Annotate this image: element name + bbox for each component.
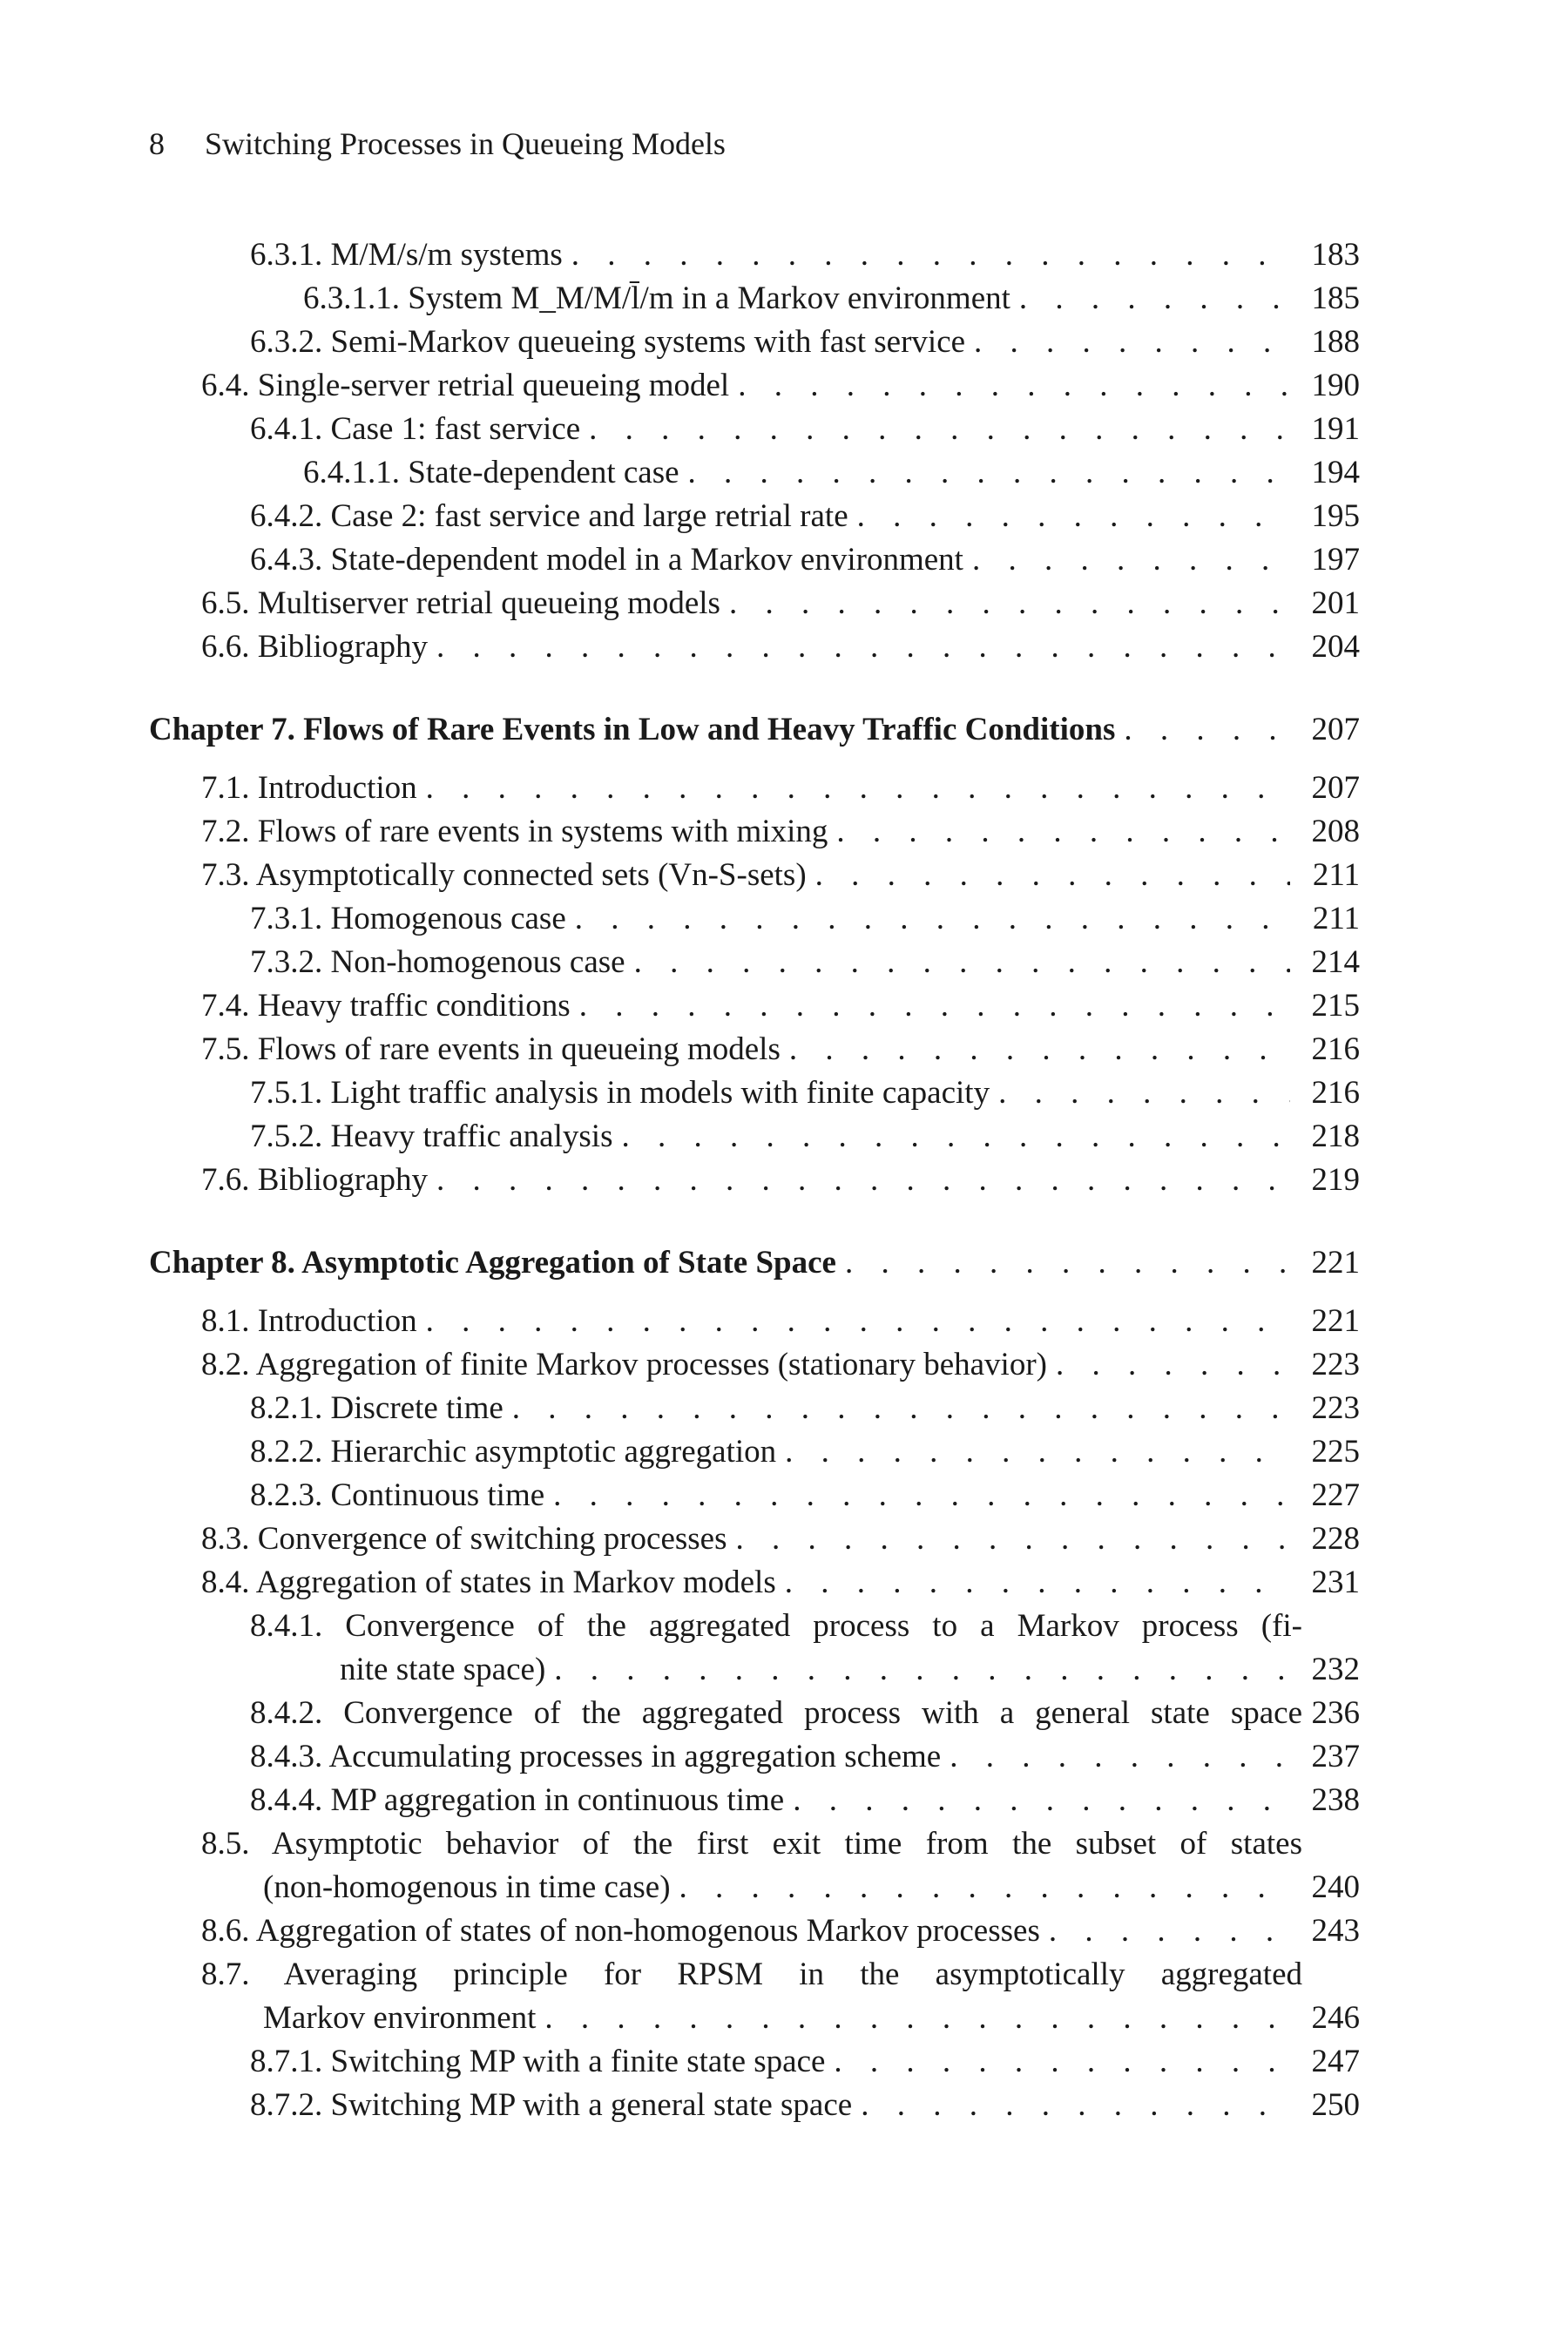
toc-page-number: 250 — [1311, 2087, 1360, 2123]
toc-page-number: 194 — [1311, 455, 1360, 490]
toc-page-number: 240 — [1311, 1869, 1360, 1905]
toc-page-number: 185 — [1311, 280, 1360, 316]
toc-entry[interactable]: 6.4.2. Case 2: fast service and large retrial rate . . . 195 — [250, 495, 1302, 538]
toc-page-number: 216 — [1311, 1075, 1360, 1111]
toc-page-number: 221 — [1311, 1245, 1360, 1281]
toc-entry[interactable]: 6.6. Bibliography . . . 204 — [201, 625, 1302, 669]
toc-page-number: 208 — [1311, 814, 1360, 849]
toc-page-number: 223 — [1311, 1347, 1360, 1382]
toc-page-number: 219 — [1311, 1162, 1360, 1198]
toc-entry[interactable]: 8.4.2. Convergence of the aggregated process with a general state space 236 — [250, 1692, 1302, 1735]
toc-page-number: 231 — [1311, 1565, 1360, 1600]
dot-leader — [736, 1517, 1290, 1561]
toc-entry[interactable]: 7.1. Introduction . . . 207 — [201, 767, 1302, 810]
dot-leader — [553, 1474, 1290, 1517]
dot-leader — [688, 451, 1290, 495]
dot-leader — [972, 538, 1290, 582]
dot-leader — [589, 408, 1290, 451]
toc-page-number: 236 — [1311, 1695, 1360, 1731]
toc-entry[interactable]: 7.5. Flows of rare events in queueing models . . . 216 — [201, 1028, 1302, 1071]
toc-page-number: 223 — [1311, 1390, 1360, 1426]
toc-page-number: 191 — [1311, 411, 1360, 447]
toc-page-number: 228 — [1311, 1521, 1360, 1557]
toc-entry[interactable]: 6.4. Single-server retrial queueing model . . . 190 — [201, 364, 1302, 408]
toc-entry[interactable]: 8.2. Aggregation of finite Markov processes (stationary behavior) . . . 223 — [201, 1343, 1302, 1387]
toc-page-number: 215 — [1311, 988, 1360, 1024]
toc-page-number: 225 — [1311, 1434, 1360, 1470]
toc-entry[interactable]: 7.4. Heavy traffic conditions . . . 215 — [201, 984, 1302, 1028]
toc-entry[interactable]: 8.4.4. MP aggregation in continuous time . . . 238 — [250, 1779, 1302, 1822]
dot-leader — [738, 364, 1290, 408]
toc-chapter-entry[interactable]: Chapter 7. Flows of Rare Events in Low and Heavy Traffic Conditions . . . 207 — [149, 708, 1302, 752]
toc-entry[interactable]: 6.4.3. State-dependent model in a Markov environment . . . 197 — [250, 538, 1302, 582]
dot-leader — [1124, 708, 1290, 752]
dot-leader — [621, 1115, 1290, 1159]
dot-leader — [426, 767, 1290, 810]
dot-leader — [998, 1071, 1290, 1115]
toc-page-number: 204 — [1311, 629, 1360, 665]
toc-entry-continuation[interactable]: (non-homogenous in time case) . . . 240 — [263, 1866, 1302, 1909]
toc-page-number: 214 — [1311, 944, 1360, 980]
toc-entry-first-line[interactable]: 8.7. Averaging principle for RPSM in the asymptotically aggregated — [201, 1957, 1302, 1992]
toc-entry[interactable]: 7.2. Flows of rare events in systems with mixing . . . 208 — [201, 810, 1302, 854]
dot-leader — [1056, 1343, 1290, 1387]
toc-page-number: 247 — [1311, 2044, 1360, 2079]
toc-entry[interactable]: 8.2.3. Continuous time . . . 227 — [250, 1474, 1302, 1517]
toc-entry[interactable]: 8.7.1. Switching MP with a finite state space . . . 247 — [250, 2040, 1302, 2084]
toc-entry[interactable]: 8.6. Aggregation of states of non-homogenous Markov processes . . . 243 — [201, 1909, 1302, 1953]
toc-page-number: 243 — [1311, 1913, 1360, 1949]
toc-entry[interactable]: 8.4.3. Accumulating processes in aggregation scheme . . . 237 — [250, 1735, 1302, 1779]
dot-leader — [789, 1028, 1290, 1071]
dot-leader — [679, 1866, 1290, 1909]
toc-entry[interactable]: 8.2.2. Hierarchic asymptotic aggregation . . . 225 — [250, 1430, 1302, 1474]
book-title: Switching Processes in Queueing Models — [205, 126, 726, 161]
toc-entry[interactable]: 6.5. Multiserver retrial queueing models . . . 201 — [201, 582, 1302, 625]
toc-page-number: 237 — [1311, 1739, 1360, 1774]
dot-leader — [426, 1300, 1290, 1343]
toc-entry-continuation[interactable]: nite state space) . . . 232 — [340, 1648, 1302, 1692]
toc-entry[interactable]: 7.5.2. Heavy traffic analysis . . . 218 — [250, 1115, 1302, 1159]
toc-entry[interactable]: 7.3.2. Non-homogenous case . . . 214 — [250, 941, 1302, 984]
dot-leader — [436, 625, 1290, 669]
toc-page-number: 201 — [1311, 585, 1360, 621]
dot-leader — [861, 2084, 1290, 2127]
toc-page-number: 211 — [1312, 857, 1360, 893]
toc-page-number: 227 — [1311, 1477, 1360, 1513]
toc-entry[interactable]: 7.3. Asymptotically connected sets (Vn-S-sets) . . . 211 — [201, 854, 1302, 897]
toc-page-number: 246 — [1311, 2000, 1360, 2036]
dot-leader — [785, 1430, 1290, 1474]
toc-entry[interactable]: 6.3.1.1. System M_M/M/l̄/m in a Markov environment . . . 185 — [303, 277, 1302, 321]
page-number: 8 — [149, 126, 165, 161]
toc-page-number: 188 — [1311, 324, 1360, 360]
dot-leader — [1019, 277, 1290, 321]
toc-page-number: 207 — [1311, 770, 1360, 806]
dot-leader — [785, 1561, 1290, 1605]
dot-leader — [571, 233, 1290, 277]
toc-entry[interactable]: 7.6. Bibliography . . . 219 — [201, 1159, 1302, 1202]
toc-page-number: 197 — [1311, 542, 1360, 578]
toc-entry[interactable]: 6.4.1.1. State-dependent case . . . 194 — [303, 451, 1302, 495]
toc-page-number: 218 — [1311, 1119, 1360, 1154]
dot-leader — [579, 984, 1290, 1028]
toc-entry[interactable]: 6.4.1. Case 1: fast service . . . 191 — [250, 408, 1302, 451]
dot-leader — [836, 810, 1290, 854]
toc-entry[interactable]: 8.1. Introduction . . . 221 — [201, 1300, 1302, 1343]
toc-entry[interactable]: 8.4. Aggregation of states in Markov models . . . 231 — [201, 1561, 1302, 1605]
dot-leader — [857, 495, 1290, 538]
dot-leader — [575, 897, 1290, 941]
toc-page-number: 211 — [1312, 901, 1360, 936]
toc-entry-first-line[interactable]: 8.4.1. Convergence of the aggregated process to a Markov process (fi- — [250, 1608, 1302, 1644]
toc-entry[interactable]: 7.5.1. Light traffic analysis in models with finite capacity . . . 216 — [250, 1071, 1302, 1115]
toc-entry[interactable]: 6.3.2. Semi-Markov queueing systems with fast service . . . 188 — [250, 321, 1302, 364]
dot-leader — [634, 941, 1290, 984]
dot-leader — [512, 1387, 1290, 1430]
toc-page-number: 238 — [1311, 1782, 1360, 1818]
dot-leader — [834, 2040, 1290, 2084]
toc-page-number: 195 — [1311, 498, 1360, 534]
toc-page-number: 221 — [1311, 1303, 1360, 1339]
dot-leader — [974, 321, 1290, 364]
toc-entry[interactable]: 8.2.1. Discrete time . . . 223 — [250, 1387, 1302, 1430]
toc-page-number: 190 — [1311, 368, 1360, 403]
toc-entry[interactable]: 8.7.2. Switching MP with a general state space . . . 250 — [250, 2084, 1302, 2127]
toc-page-number: 232 — [1311, 1652, 1360, 1687]
toc-page-number: 216 — [1311, 1031, 1360, 1067]
toc-chapter-entry[interactable]: Chapter 8. Asymptotic Aggregation of State Space . . . 221 — [149, 1241, 1302, 1285]
dot-leader — [845, 1241, 1290, 1285]
dot-leader — [793, 1779, 1290, 1822]
toc-entry[interactable]: 7.3.1. Homogenous case . . . 211 — [250, 897, 1302, 941]
toc-entry-continuation[interactable]: Markov environment . . . 246 — [263, 1997, 1302, 2040]
dot-leader — [729, 582, 1290, 625]
dot-leader — [544, 1997, 1290, 2040]
dot-leader — [554, 1648, 1290, 1692]
toc-entry-first-line[interactable]: 8.5. Asymptotic behavior of the first exit time from the subset of states — [201, 1826, 1302, 1862]
toc-entry[interactable]: 6.3.1. M/M/s/m systems . . . 183 — [250, 233, 1302, 277]
toc-entry[interactable]: 8.3. Convergence of switching processes . . . 228 — [201, 1517, 1302, 1561]
dot-leader — [1049, 1909, 1290, 1953]
toc-page-number: 207 — [1311, 712, 1360, 747]
dot-leader — [436, 1159, 1290, 1202]
toc-page-number: 183 — [1311, 237, 1360, 273]
dot-leader — [815, 854, 1290, 897]
dot-leader — [950, 1735, 1290, 1779]
